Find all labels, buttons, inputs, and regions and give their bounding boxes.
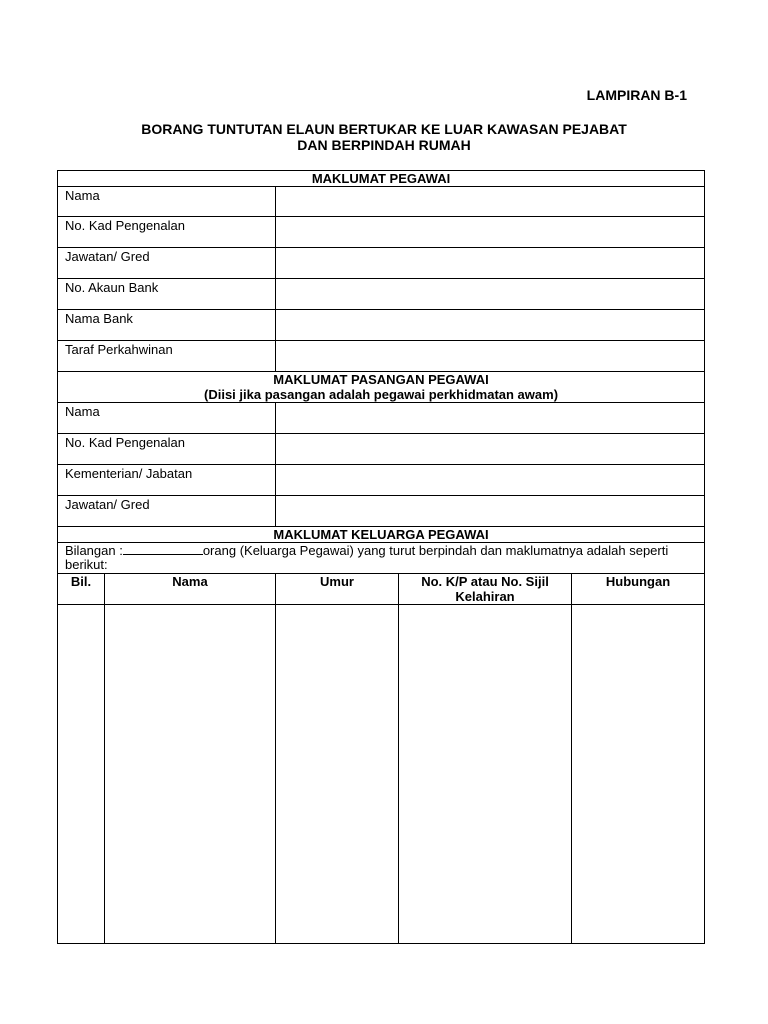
field-label: Nama — [58, 187, 276, 217]
nama-pasangan-input[interactable] — [276, 403, 705, 434]
bilangan-prefix: Bilangan : — [65, 543, 123, 558]
form-row — [58, 434, 705, 465]
bil-column-input[interactable] — [58, 605, 105, 944]
section-pasangan-subtitle: (Diisi jika pasangan adalah pegawai perkhidmatan awam) — [204, 387, 559, 402]
field-label: No. Kad Pengenalan — [58, 217, 276, 248]
family-table-header — [58, 574, 705, 605]
nama-pegawai-input[interactable] — [276, 187, 705, 217]
nama-bank-input[interactable] — [276, 310, 705, 341]
column-header-hubungan: Hubungan — [572, 574, 705, 605]
bilangan-row — [58, 543, 705, 574]
column-header-nama: Nama — [105, 574, 276, 605]
form-row — [58, 187, 705, 217]
field-label: Jawatan/ Gred — [58, 496, 276, 527]
field-label: No. Akaun Bank — [58, 279, 276, 310]
bilangan-cell — [58, 543, 705, 574]
hubungan-column-input[interactable] — [572, 605, 705, 944]
section-pegawai — [58, 171, 705, 187]
kad-pengenalan-pasangan-input[interactable] — [276, 434, 705, 465]
section-pasangan-heading — [58, 372, 705, 403]
field-label: Nama — [58, 403, 276, 434]
bilangan-input[interactable] — [123, 543, 203, 555]
form-row — [58, 248, 705, 279]
akaun-bank-input[interactable] — [276, 279, 705, 310]
form-row — [58, 341, 705, 372]
section-pegawai-heading: MAKLUMAT PEGAWAI — [58, 171, 705, 187]
taraf-perkahwinan-input[interactable] — [276, 341, 705, 372]
column-header-no-kp: No. K/P atau No. Sijil Kelahiran — [399, 574, 572, 605]
bilangan-suffix: orang (Keluarga Pegawai) yang turut berpindah dan maklumatnya adalah seperti berikut: — [65, 543, 669, 572]
column-header-bil: Bil. — [58, 574, 105, 605]
column-header-umur: Umur — [276, 574, 399, 605]
form-row — [58, 403, 705, 434]
field-label: Nama Bank — [58, 310, 276, 341]
form-row — [58, 279, 705, 310]
umur-column-input[interactable] — [276, 605, 399, 944]
form-row — [58, 465, 705, 496]
form-table — [57, 170, 705, 944]
section-pasangan — [58, 372, 705, 403]
section-pasangan-title: MAKLUMAT PASANGAN PEGAWAI — [273, 372, 489, 387]
nama-column-input[interactable] — [105, 605, 276, 944]
no-kp-column-input[interactable] — [399, 605, 572, 944]
form-title — [0, 121, 768, 153]
field-label: Kementerian/ Jabatan — [58, 465, 276, 496]
field-label: Jawatan/ Gred — [58, 248, 276, 279]
lampiran-label: LAMPIRAN B-1 — [586, 87, 687, 103]
form-row — [58, 217, 705, 248]
jawatan-gred-pegawai-input[interactable] — [276, 248, 705, 279]
field-label: Taraf Perkahwinan — [58, 341, 276, 372]
section-keluarga — [58, 527, 705, 543]
family-table-body — [58, 605, 705, 944]
form-row — [58, 310, 705, 341]
field-label: No. Kad Pengenalan — [58, 434, 276, 465]
jawatan-gred-pasangan-input[interactable] — [276, 496, 705, 527]
form-row — [58, 496, 705, 527]
form-title-line1: BORANG TUNTUTAN ELAUN BERTUKAR KE LUAR KAWASAN PEJABAT — [141, 121, 627, 137]
section-keluarga-heading: MAKLUMAT KELUARGA PEGAWAI — [58, 527, 705, 543]
kad-pengenalan-pegawai-input[interactable] — [276, 217, 705, 248]
kementerian-jabatan-input[interactable] — [276, 465, 705, 496]
form-title-line2: DAN BERPINDAH RUMAH — [297, 137, 471, 153]
claim-form — [57, 170, 704, 944]
